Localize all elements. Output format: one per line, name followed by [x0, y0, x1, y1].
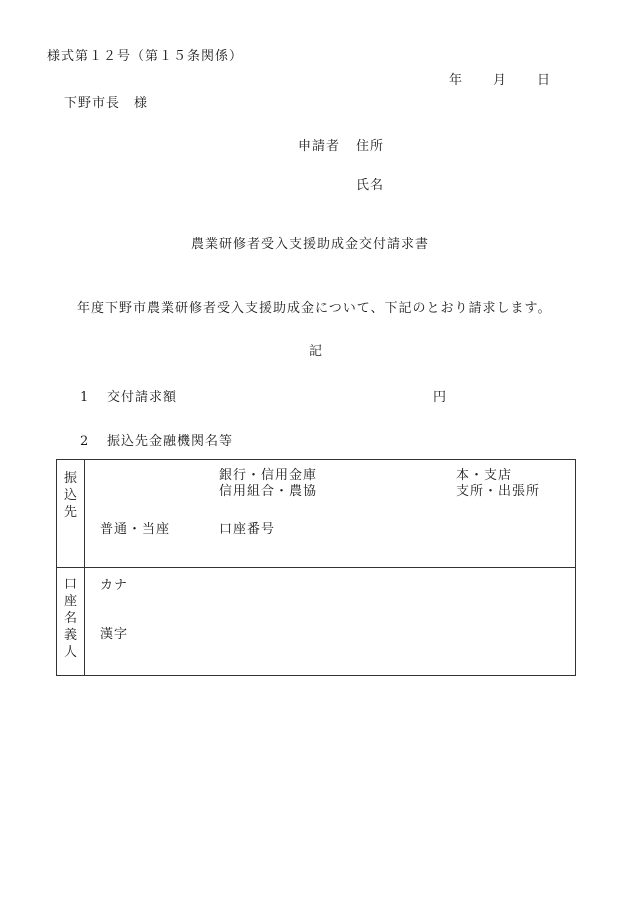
header-char: 込 — [63, 488, 77, 503]
item2-label: 振込先金融機関名等 — [107, 434, 234, 449]
address-label: 住所 — [356, 139, 385, 154]
item2-number: 2 — [80, 434, 90, 449]
date-day-label: 日 — [537, 73, 552, 88]
header-char: 振 — [63, 471, 77, 486]
account-number-label: 口座番号 — [219, 522, 276, 537]
branch-types-line1: 本・支店 — [456, 468, 513, 483]
addressee: 下野市長 様 — [64, 96, 149, 111]
applicant-label: 申請者 — [298, 139, 341, 154]
table-row-divider — [57, 567, 575, 568]
header-char: 先 — [63, 505, 77, 520]
name-label: 氏名 — [356, 178, 385, 193]
item1-unit: 円 — [433, 390, 448, 405]
account-type-label: 普通・当座 — [100, 522, 171, 537]
date-month-label: 月 — [493, 73, 508, 88]
account-holder-header — [57, 576, 84, 661]
body-text: 年度下野市農業研修者受入支援助成金について、下記のとおり請求します。 — [77, 301, 552, 316]
bank-types-line2: 信用組合・農協 — [219, 484, 318, 499]
kana-label: カナ — [100, 578, 129, 593]
branch-types-line2: 支所・出張所 — [456, 484, 541, 499]
header-char: 座 — [63, 594, 77, 609]
bank-types-line1: 銀行・信用金庫 — [219, 468, 318, 483]
header-char: 名 — [63, 611, 77, 626]
bank-account-table — [56, 459, 576, 676]
item1-number: 1 — [80, 390, 90, 405]
document-title: 農業研修者受入支援助成金交付請求書 — [191, 237, 430, 252]
ki-label: 記 — [309, 344, 324, 359]
transfer-destination-header — [57, 470, 84, 521]
date-year-label: 年 — [449, 73, 464, 88]
header-char: 口 — [63, 577, 77, 592]
header-char: 義 — [63, 628, 77, 643]
form-number: 様式第１２号（第１５条関係） — [47, 49, 244, 64]
kanji-label: 漢字 — [100, 627, 129, 642]
item1-label: 交付請求額 — [107, 390, 178, 405]
header-char: 人 — [63, 645, 77, 660]
